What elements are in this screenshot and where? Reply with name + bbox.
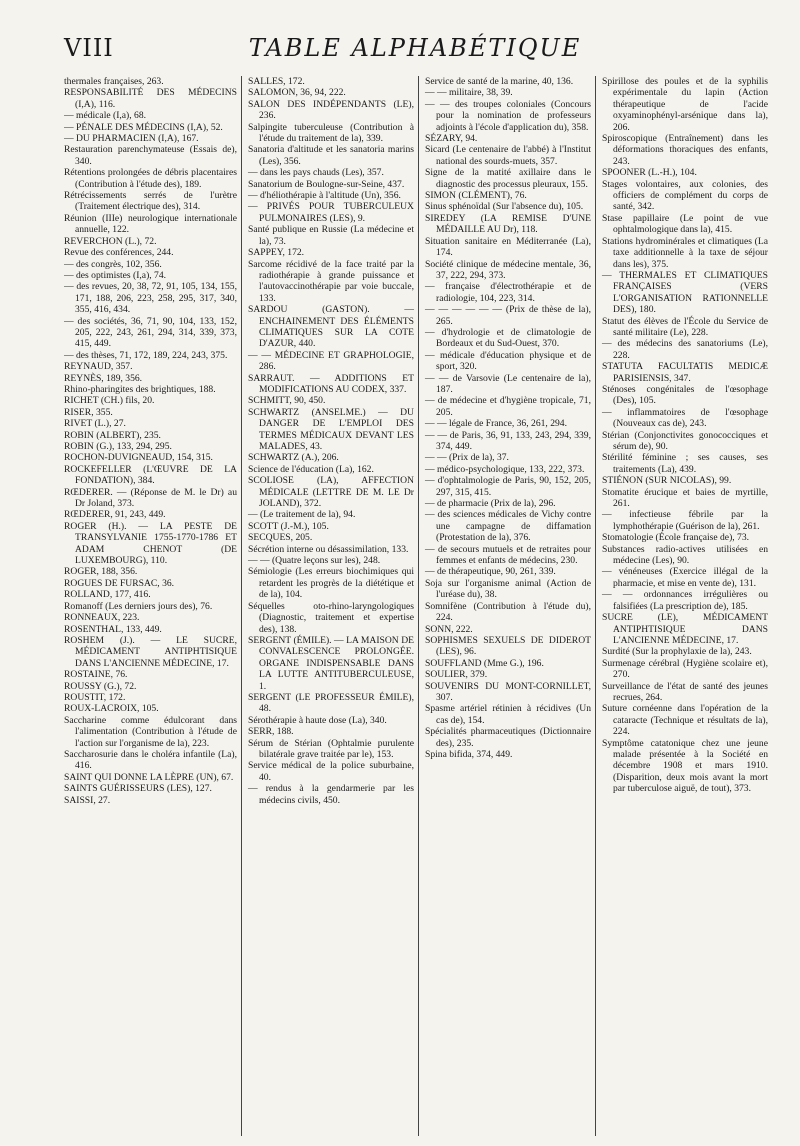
index-entry: — d'héliothérapie à l'altitude (Un), 356. (248, 190, 401, 202)
index-entry: — des optimistes (I,a), 74. (64, 269, 167, 281)
index-entry: Stérian (Conjonctivites gonococciques et sérum de), 90. (602, 429, 768, 452)
index-entry: Service de santé de la marine, 40, 136. (425, 76, 574, 87)
index-entry: Saccharine comme édulcorant dans l'alimentation (Contribution à l'étude de l'action sur l'organisme de la), 223. (64, 714, 237, 749)
index-entry: ROSENTHAL, 133, 449. (64, 623, 162, 635)
index-entry: — d'hydrologie et de climatologie de Bordeaux et du Sud-Ouest, 370. (425, 326, 591, 350)
index-entry: Surveillance de l'état de santé des jeunes recrues, 264. (602, 680, 768, 703)
index-entry: Stomatite érucique et baies de myrtille, 261. (602, 486, 768, 510)
index-entry: — médicale d'éducation physique et de sport, 320. (425, 349, 591, 373)
index-entry: — — — — — — (Prix de thèse de la), 265. (425, 304, 591, 327)
running-title: TABLE ALPHABÉTIQUE (248, 34, 582, 62)
index-entry: — vénéneuses (Exercice illégal de la pharmacie, et mise en vente de), 131. (602, 566, 768, 589)
index-entry: — — militaire, 38, 39. (425, 87, 513, 99)
index-entry: Réunion (IIIe) neurologique internationale annuelle, 122. (64, 212, 237, 236)
index-entry: Salpingite tuberculeuse (Contribution à l'étude du traitement de la), 339. (248, 121, 414, 145)
index-entry: — des médecins des sanatoriums (Le), 228. (602, 338, 768, 361)
index-entry: — des sciences médicales de Vichy contre une campagne de diffamation (Protestation de la), 376. (425, 509, 591, 544)
index-entry: — rendus à la gendarmerie par les médecins civils, 450. (248, 783, 414, 806)
index-entry: — — des troupes coloniales (Concours pour la nomination de professeurs adjoints à l'école d'application du), 358. (425, 98, 591, 133)
index-entry: SAINT QUI DONNE LA LÈPRE (UN), 67. (64, 771, 234, 783)
index-entry: Suture cornéenne dans l'opération de la cataracte (Technique et résultats de la), 224. (602, 703, 768, 738)
index-entry: ROGER (H.). — LA PESTE DE TRANSYLVANIE 1755-1770-1786 ET ADAM CHENOT (DE LUXEMBOURG), 110. (64, 520, 237, 567)
index-entry: REYNAUD, 357. (64, 361, 133, 373)
index-entry: — PÉNALE DES MÉDECINS (I,A), 52. (64, 121, 223, 133)
index-entry: thermales françaises, 263. (64, 76, 164, 87)
index-entry: SÉZARY, 94. (425, 133, 478, 145)
index-entry: SAPPEY, 172. (248, 247, 305, 259)
index-entry: Surdité (Sur la prophylaxie de la), 243. (602, 646, 752, 658)
index-entry: Revue des conférences, 244. (64, 247, 174, 259)
index-entry: Substances radio-actives utilisées en médecine (Les), 90. (602, 543, 768, 567)
index-entry: — de médecine et d'hygiène tropicale, 71, 205. (425, 395, 591, 418)
index-entry: Romanoff (Les derniers jours des), 76. (64, 600, 213, 612)
index-entry: — THERMALES ET CLIMATIQUES FRANÇAISES (VERS L'ORGANISATION RATIONNELLE DES), 180. (602, 269, 768, 316)
index-entry: Signe de la matité axillaire dans le diagnostic des processus pleuraux, 155. (425, 167, 591, 190)
index-entry: SOUVENIRS DU MONT-CORNILLET, 307. (425, 680, 591, 703)
index-entry: ROSHEM (J.). — LE SUCRE, MÉDICAMENT ANTIPHTISIQUE DANS L'ANCIENNE MÉDECINE, 17. (64, 634, 237, 669)
index-entry: Spina bifida, 374, 449. (425, 748, 513, 760)
index-entry: Stomatologie (École française de), 73. (602, 532, 750, 544)
index-entry: SCOTT (J.-M.), 105. (248, 520, 329, 532)
index-entry: Sémiologie (Les erreurs biochimiques qui retardent les progrès de la diététique et de la), 104. (248, 566, 414, 601)
index-entry: RISER, 355. (64, 406, 113, 418)
index-entry: — de pharmacie (Prix de la), 296. (425, 498, 556, 510)
index-entry: Sérum de Stérian (Ophtalmie purulente bilatérale grave traitée par le), 153. (248, 737, 414, 760)
index-entry: — — MÉDECINE ET GRAPHOLOGIE, 286. (248, 349, 414, 373)
index-entry: Saccharosurie dans le choléra infantile (La), 416. (64, 748, 237, 772)
index-entry: — des thèses, 71, 172, 189, 224, 243, 375. (64, 349, 228, 361)
index-entry: ROBIN (G.), 133, 294, 295. (64, 441, 172, 452)
index-column-1 (64, 76, 241, 1136)
index-columns (64, 76, 772, 1136)
index-entry: — médico-psychologique, 133, 222, 373. (425, 463, 585, 475)
index-entry: SAINTS GUÉRISSEURS (LES), 127. (64, 783, 212, 795)
index-entry: SIREDEY (LA REMISE D'UNE MÉDAILLE AU Dr), 118. (425, 212, 591, 236)
index-entry: Sténoses congénitales de l'œsophage (Des), 105. (602, 383, 768, 407)
index-entry: Rétrécissements serrés de l'urètre (Traitement électrique des), 314. (64, 190, 237, 213)
index-entry: Soja sur l'organisme animal (Action de l'uréase du), 38. (425, 577, 591, 601)
index-entry: SCOLIOSE (LA), AFFECTION MÉDICALE (LETTRE DE M. LE Dr JOLAND), 372. (248, 475, 414, 510)
index-entry: RŒDERER, 91, 243, 449. (64, 509, 166, 521)
index-entry: — — de Paris, 36, 91, 133, 243, 294, 339, 374, 449. (425, 429, 591, 452)
index-entry: Surmenage cérébral (Hygiène scolaire et), 270. (602, 657, 768, 681)
index-column-3 (418, 76, 595, 1136)
index-entry: Spécialités pharmaceutiques (Dictionnaire des), 235. (425, 726, 591, 749)
index-entry: — des congrès, 102, 356. (64, 258, 162, 270)
index-entry: Spasme artériel rétinien à récidives (Un cas de), 154. (425, 703, 591, 726)
index-entry: Rhino-pharingites des brightiques, 188. (64, 383, 216, 395)
index-entry: Sécrétion interne ou désassimilation, 133. (248, 543, 409, 555)
index-entry: REVERCHON (L.), 72. (64, 235, 157, 247)
index-entry: — médicale (I,a), 68. (64, 110, 147, 122)
index-entry: — DU PHARMACIEN (I,A), 167. (64, 133, 199, 145)
index-entry: ROUSSY (G.), 72. (64, 680, 137, 692)
index-entry: RONNEAUX, 223. (64, 612, 140, 624)
index-entry: SALON DES INDÉPENDANTS (LE), 236. (248, 98, 414, 122)
index-entry: — — de Varsovie (Le centenaire de la), 187. (425, 372, 591, 395)
index-entry: Service médical de la police suburbaine, 40. (248, 760, 414, 783)
index-entry: Statut des élèves de l'École du Service de santé militaire (Le), 228. (602, 315, 768, 338)
index-entry: ROUX-LACROIX, 105. (64, 703, 159, 715)
index-entry: Société clinique de médecine mentale, 36, 37, 222, 294, 373. (425, 258, 591, 281)
index-entry: SAISSI, 27. (64, 794, 111, 806)
index-entry: SARRAUT. — ADDITIONS ET MODIFICATIONS AU CODEX, 337. (248, 372, 414, 395)
index-entry: SOUFFLAND (Mme G.), 196. (425, 657, 544, 669)
index-entry: ROUSTIT, 172. (64, 691, 126, 703)
index-entry: — de thérapeutique, 90, 261, 339. (425, 566, 556, 578)
index-entry: Restauration parenchymateuse (Essais de), 340. (64, 144, 237, 167)
index-entry: SALLES, 172. (248, 76, 305, 87)
index-entry: SERGENT (LE PROFESSEUR ÉMILE), 48. (248, 691, 414, 715)
index-entry: ROCKEFELLER (L'ŒUVRE DE LA FONDATION), 384. (64, 463, 237, 487)
index-entry: Sanatoria d'altitude et les sanatoria marins (Les), 356. (248, 144, 414, 167)
index-entry: Sérothérapie à haute dose (La), 340. (248, 714, 387, 726)
index-entry: SOPHISMES SEXUELS DE DIDEROT (LES), 96. (425, 634, 591, 658)
index-entry: ROBIN (ALBERT), 235. (64, 429, 161, 441)
index-entry: Séquelles oto-rhino-laryngologiques (Diagnostic, traitement et expertise des), 138. (248, 600, 414, 635)
index-entry: Symptôme catatonique chez une jeune malade présentée à la Société en décembre 1908 et mars 1910. (Disparition, deux mois avant la mort par tuberculose aiguë, de tout), 373. (602, 737, 768, 795)
index-entry: RŒDERER. — (Réponse de M. le Dr) au Dr Joland, 373. (64, 486, 237, 510)
index-entry: ROGUES DE FURSAC, 36. (64, 577, 175, 589)
index-entry: Situation sanitaire en Méditerranée (La), 174. (425, 235, 591, 259)
index-column-4 (595, 76, 772, 1136)
index-entry: Stations hydrominérales et climatiques (La taxe additionnelle à la taxe de séjour dans les), 375. (602, 235, 768, 270)
index-entry: SPOONER (L.-H.), 104. (602, 167, 697, 179)
index-entry: — des revues, 20, 38, 72, 91, 105, 134, 155, 171, 188, 206, 223, 258, 295, 317, 340, 355, 416, 434. (64, 281, 237, 316)
index-entry: SALOMON, 36, 94, 222. (248, 87, 346, 99)
index-entry: Stase papillaire (Le point de vue ophtalmologique dans la), 415. (602, 212, 768, 236)
index-entry: Spirillose des poules et de la syphilis expérimentale du lapin (Action thérapeutique de l'acide oxyaminophényl-arsénique dans la), 206. (602, 76, 768, 133)
index-entry: Sanatorium de Boulogne-sur-Seine, 437. (248, 178, 405, 190)
index-entry: — d'ophtalmologie de Paris, 90, 152, 205, 297, 315, 415. (425, 475, 591, 498)
index-entry: SERGENT (ÉMILE). — LA MAISON DE CONVALESCENCE PROLONGÉE. ORGANE INDISPENSABLE DANS LA LUTTE ANTITUBERCULEUSE, 1. (248, 634, 414, 692)
page-header (64, 34, 766, 74)
index-entry: SOULIER, 379. (425, 669, 488, 681)
index-entry: — — ordonnances irrégulières ou falsifiées (La prescription de), 185. (602, 589, 768, 612)
page-number: VIII (64, 34, 114, 62)
index-entry: — de secours mutuels et de retraites pour femmes et enfants de médecins, 230. (425, 543, 591, 567)
index-entry: SARDOU (GASTON). — ENCHAINEMENT DES ÉLÉMENTS CLIMATIQUES SUR LA COTE D'AZUR, 440. (248, 304, 414, 350)
index-entry: Sarcome récidivé de la face traité par la radiothérapie à grande puissance et l'autovaccinothérapie par voie buccale, 133. (248, 258, 414, 304)
index-entry: Rétentions prolongées de débris placentaires (Contribution à l'étude des), 189. (64, 167, 237, 190)
index-entry: — française d'électrothérapie et de radiologie, 104, 223, 314. (425, 281, 591, 304)
index-entry: REYNÈS, 189, 356. (64, 372, 143, 384)
index-entry: Stages volontaires, aux colonies, des officiers de complément du corps de santé, 342. (602, 178, 768, 213)
index-entry: Spiroscopique (Entraînement) dans les déformations thoraciques des enfants, 243. (602, 133, 768, 167)
index-entry: ROGER, 188, 356. (64, 566, 138, 578)
index-entry: SIMON (CLÉMENT), 76. (425, 190, 527, 202)
index-entry: — des sociétés, 36, 71, 90, 104, 133, 152, 205, 222, 243, 261, 294, 314, 339, 373, 415, 449. (64, 315, 237, 350)
index-entry: SCHWARTZ (ANSELME.) — DU DANGER DE L'EMPLOI DES TERMES MÉDICAUX DEVANT LES MALADES, 43. (248, 406, 414, 452)
index-entry: ROSTAINE, 76. (64, 669, 128, 681)
index-entry: — infectieuse fébrile par la lymphothérapie (Guérison de la), 261. (602, 509, 768, 532)
index-entry: Somnifène (Contribution à l'étude du), 224. (425, 600, 591, 624)
index-entry: RIVET (L.), 27. (64, 418, 126, 430)
index-entry: SECQUES, 205. (248, 532, 313, 544)
index-entry: — PRIVÉS POUR TUBERCULEUX PULMONAIRES (LES), 9. (248, 201, 414, 224)
index-entry: ROCHON-DUVIGNEAUD, 154, 315. (64, 452, 213, 464)
index-entry: — dans les pays chauds (Les), 357. (248, 167, 384, 179)
index-column-2 (241, 76, 418, 1136)
index-entry: — — (Prix de la), 37. (425, 452, 509, 464)
index-entry: — inflammatoires de l'œsophage (Nouveaux cas de), 243. (602, 406, 768, 430)
index-entry: RICHET (CH.) fils, 20. (64, 395, 155, 407)
index-entry: SCHWARTZ (A.), 206. (248, 452, 339, 464)
index-entry: SCHMITT, 90, 450. (248, 395, 326, 407)
index-entry: Sicard (Le centenaire de l'abbé) à l'Institut national des sourds-muets, 357. (425, 144, 591, 167)
index-entry: SONN, 222. (425, 623, 473, 635)
index-entry: STATUTA FACULTATIS MEDICÆ PARISIENSIS, 347. (602, 361, 768, 384)
index-entry: SUCRE (LE), MÉDICAMENT ANTIPHTISIQUE DANS L'ANCIENNE MÉDECINE, 17. (602, 612, 768, 646)
index-entry: — — légale de France, 36, 261, 294. (425, 418, 568, 430)
index-entry: Science de l'éducation (La), 162. (248, 463, 374, 475)
index-entry: — (Le traitement de la), 94. (248, 509, 356, 521)
index-entry: Sinus sphénoïdal (Sur l'absence du), 105. (425, 201, 584, 213)
index-entry: SERR, 188. (248, 726, 294, 738)
index-entry: Santé publique en Russie (La médecine et la), 73. (248, 224, 414, 247)
index-entry: RESPONSABILITÉ DES MÉDECINS (I,A), 116. (64, 87, 237, 110)
index-entry: — — (Quatre leçons sur les), 248. (248, 555, 381, 567)
index-entry: Stérilité féminine ; ses causes, ses traitements (La), 439. (602, 452, 768, 475)
index-entry: ROLLAND, 177, 416. (64, 589, 151, 601)
index-entry: STIÉNON (SUR NICOLAS), 99. (602, 475, 732, 487)
